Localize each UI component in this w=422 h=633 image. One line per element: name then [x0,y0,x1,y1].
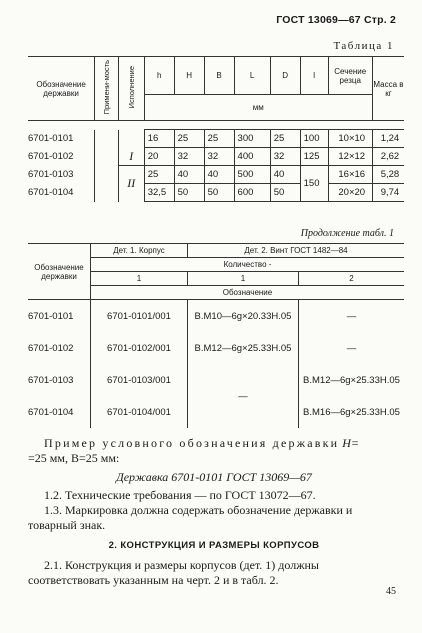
t1-col-L: L [234,57,270,95]
t1-cell: 40 [204,166,234,184]
table-continuation-caption: Продолжение табл. 1 [300,228,394,239]
t1-cell: 1,24 [372,130,404,148]
t1-cell: 2,62 [372,148,404,166]
t2-corp: 6701-0102/001 [91,332,188,364]
t1-designation: 6701-0104 [28,187,74,198]
t1-cell: 9,74 [372,184,404,202]
t2-screw2: В.М12—6g×25.33Н.05 [299,364,405,396]
t1-cell: 5,28 [372,166,404,184]
t1-designation: 6701-0102 [28,151,74,162]
t1-col-D: D [270,57,300,95]
holders-dimension-table [28,56,404,202]
paragraph-1-3: 1.3. Маркировка должна содержать обозначение державки и товарный знак. [28,503,353,532]
t1-cell: 20 [144,148,174,166]
t1-cell: 32 [174,148,204,166]
t1-cell: 50 [270,184,300,202]
t1-cell: 600 [234,184,270,202]
t1-col-h: h [144,57,174,95]
t1-cell: 25 [204,130,234,148]
t1-cell: 40 [270,166,300,184]
section-heading: 2. КОНСТРУКЦИЯ И РАЗМЕРЫ КОРПУСОВ [108,540,320,551]
t1-cell: 20×20 [328,184,372,202]
t1-col-l: l [300,57,328,95]
example-formula: Державка 6701-0101 ГОСТ 13069—67 [116,470,312,484]
t1-cell: 300 [234,130,270,148]
t2-part2-header: Дет. 2. Винт ГОСТ 1482—84 [188,244,405,258]
t1-applicability-header: Примени-мость [102,60,111,115]
t1-section-header: Сечение резца [328,57,372,95]
t1-col-B: B [204,57,234,95]
t1-cell: 400 [234,148,270,166]
t2-part1-header: Дет. 1. Корпус [91,244,188,258]
t1-cell: 32 [270,148,300,166]
holders-parts-table [28,243,404,428]
t1-designation: 6701-0103 [28,169,74,180]
table-row [28,332,404,364]
t2-qty-2: 1 [188,272,299,286]
t1-cell: 32,5 [144,184,174,202]
example-paragraph [28,436,400,466]
table-row [28,148,404,166]
page-header [276,14,396,26]
table-row [28,364,404,396]
t1-cell: 100 [300,130,328,148]
t1-cell: 125 [300,148,328,166]
t1-cell: 16 [144,130,174,148]
t1-cell: 50 [204,184,234,202]
t1-version-I: I [118,148,144,166]
paragraph-1-2: 1.2. Технические требования — по ГОСТ 13072—67. [44,488,316,502]
table1-caption: Таблица 1 [333,40,394,52]
t1-version-header: Исполнение [126,66,136,109]
header-page: Стр. 2 [363,14,396,26]
t2-designation: 6701-0104 [28,406,74,418]
t1-cell: 25 [144,166,174,184]
t2-designation: 6701-0102 [28,342,74,354]
t2-screw2: В.М16—6g×25.33Н.05 [299,396,405,428]
t1-designation-header: Обозначение державки [28,57,95,121]
t2-qty-3: 2 [299,272,405,286]
t2-screw2: — [299,300,405,333]
t1-cell: 16×16 [328,166,372,184]
table-row [28,130,404,148]
t1-cell: 10×10 [328,130,372,148]
t2-oboz-header: Обозначение [91,286,405,300]
t2-qty-1: 1 [91,272,188,286]
example-h: H= [342,436,360,450]
t2-designation: 6701-0103 [28,374,74,386]
paragraph-2-1: 2.1. Конструкция и размеры корпусов (дет. 1) должны соответствовать указанным на черт. 2 и в табл. 2. [28,558,319,587]
table-row [28,184,404,202]
t1-cell: 25 [270,130,300,148]
t1-version-II: II [118,166,144,202]
t2-corp: 6701-0103/001 [91,364,188,396]
t2-quantity-header: Количество - [91,258,405,272]
t1-unit: мм [144,95,372,121]
t2-corp: 6701-0101/001 [91,300,188,333]
example-text: Пример условного обозначения державки [44,436,340,450]
page-number: 45 [386,586,396,597]
t1-cell: 50 [174,184,204,202]
t1-cell: 500 [234,166,270,184]
header-standard: ГОСТ 13069—67 [276,14,361,26]
table-row [28,166,404,184]
table-row [28,300,404,333]
t2-screw1: — [188,364,299,428]
t1-cell: 150 [300,166,328,202]
t1-cell: 40 [174,166,204,184]
t2-screw2: — [299,332,405,364]
t2-designation-header: Обозначение державки [28,244,91,300]
example-dims: =25 мм, B=25 мм: [28,451,120,465]
t1-designation: 6701-0101 [28,133,74,144]
t1-cell: 25 [174,130,204,148]
t1-mass-header: Масса в кг [372,57,404,121]
t2-designation: 6701-0101 [28,310,74,322]
t1-cell: 32 [204,148,234,166]
t1-cell: 12×12 [328,148,372,166]
t2-corp: 6701-0104/001 [91,396,188,428]
t1-col-H: H [174,57,204,95]
t2-screw1: В.М10—6g×20.33Н.05 [188,300,299,333]
t2-screw1: В.М12—6g×25.33Н.05 [188,332,299,364]
